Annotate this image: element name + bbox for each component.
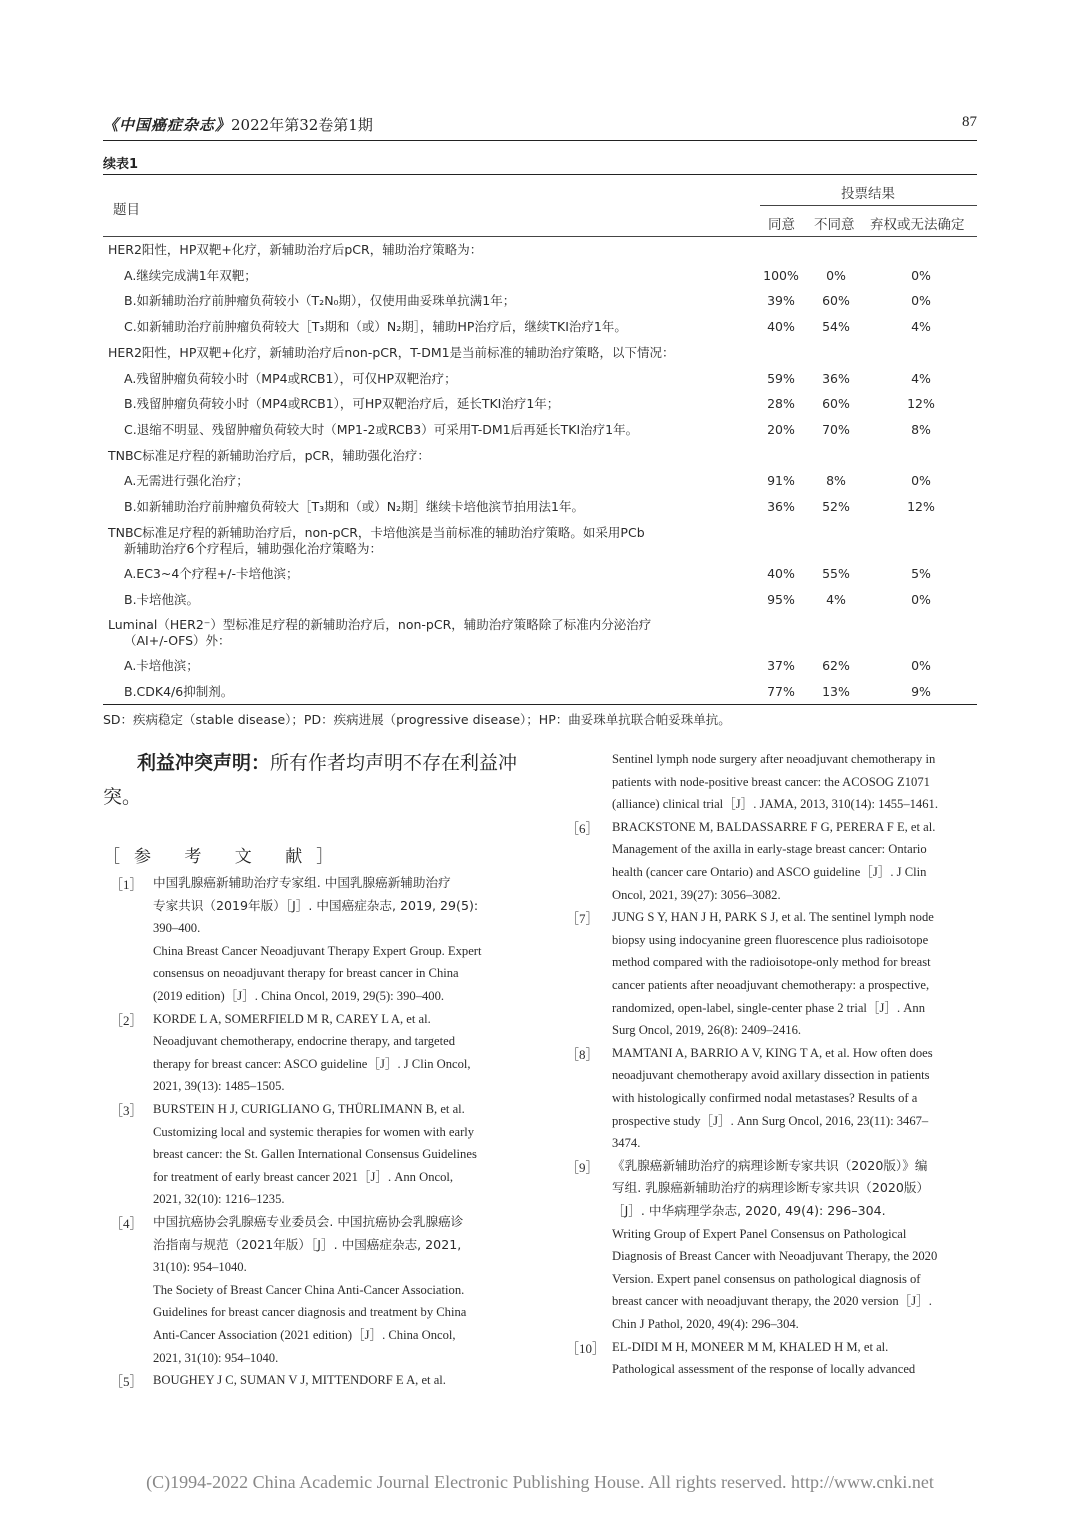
reference-line: 专家共识（2019年版）［J］. 中国癌症杂志, 2019, 29(5): [153, 897, 479, 913]
abstain-value: 0% [911, 592, 931, 607]
question-text: Luminal（HER2⁻）型标准足疗程的新辅助治疗后，non-pCR，辅助治疗策略除了标准内分泌治疗 [108, 617, 652, 632]
agree-value: 77% [767, 684, 795, 699]
reference-line: Diagnosis of Breast Cancer with Neoadjuvant Therapy, the 2020 [612, 1249, 938, 1264]
table-row-question [0, 242, 1080, 264]
option-text: A.EC3~4个疗程+/-卡培他滨； [124, 566, 299, 581]
reference-line: (2019 edition)［J］. China Oncol, 2019, 29(5): 390–400. [153, 988, 445, 1003]
table-row-option [0, 473, 1080, 495]
disagree-value: 0% [826, 268, 846, 283]
reference-entry [153, 1211, 533, 1369]
abstain-value: 0% [911, 473, 931, 488]
reference-line: Chin J Pathol, 2020, 49(4): 296–304. [612, 1316, 799, 1331]
option-text: A.卡培他滨； [124, 658, 199, 673]
abstain-value: 4% [911, 371, 931, 386]
option-text: A.无需进行强化治疗； [124, 473, 249, 488]
disagree-value: 4% [826, 592, 846, 607]
reference-line: Surg Oncol, 2019, 26(8): 2409–2416. [612, 1023, 802, 1038]
table-header-rule [103, 236, 977, 237]
question-text: TNBC标准足疗程的新辅助治疗后，pCR，辅助强化治疗： [108, 448, 430, 463]
question-text-continued: （AI+/-OFS）外： [124, 633, 231, 648]
agree-value: 91% [767, 473, 795, 488]
table-top-rule [103, 174, 977, 175]
column-header-disagree: 不同意 [814, 217, 855, 233]
reference-number: ［1］ [110, 877, 143, 892]
table-row-option [0, 268, 1080, 290]
table-bottom-rule [103, 704, 977, 705]
reference-line: EL-DIDI M H, MONEER M M, KHALED H M, et al. [612, 1339, 889, 1354]
reference-line: consensus on neoadjuvant therapy for breast cancer in China [153, 966, 459, 981]
reference-entry [153, 1008, 533, 1098]
question-text: HER2阳性，HP双靶+化疗，新辅助治疗后pCR，辅助治疗策略为： [108, 242, 483, 257]
reference-entry [612, 906, 992, 1042]
reference-entry [612, 1155, 992, 1336]
disagree-value: 55% [822, 566, 850, 581]
disagree-value: 36% [822, 371, 850, 386]
reference-line: Management of the axilla in early-stage breast cancer: Ontario [612, 842, 927, 857]
reference-entry [612, 1042, 992, 1155]
table-row-option [0, 499, 1080, 521]
reference-line: (alliance) clinical trial［J］. JAMA, 2013, 310(14): 1455–1461. [612, 797, 938, 812]
abstain-value: 8% [911, 422, 931, 437]
conflict-of-interest-statement [103, 746, 523, 814]
reference-entry [153, 1369, 533, 1392]
reference-line: BRACKSTONE M, BALDASSARRE F G, PERERA F E, et al. [612, 819, 936, 834]
reference-number: ［3］ [110, 1103, 143, 1118]
option-text: A.残留肿瘤负荷较小时（MP4或RCB1），可仅HP双靶治疗； [124, 371, 457, 386]
abstain-value: 0% [911, 268, 931, 283]
reference-line: 治指南与规范（2021年版）［J］. 中国癌症杂志, 2021, [153, 1236, 462, 1252]
agree-value: 40% [767, 319, 795, 334]
column-header-vote-results: 投票结果 [841, 186, 895, 202]
agree-value: 37% [767, 658, 795, 673]
option-text: B.CDK4/6抑制剂。 [124, 684, 234, 699]
agree-value: 39% [767, 293, 795, 308]
reference-line: 2021, 39(13): 1485–1505. [153, 1079, 285, 1094]
reference-entry [153, 1098, 533, 1211]
reference-line: 写组. 乳腺癌新辅助治疗的病理诊断专家共识（2020版） [612, 1180, 930, 1196]
agree-value: 100% [763, 268, 799, 283]
disagree-value: 62% [822, 658, 850, 673]
table-group-rule [760, 205, 977, 206]
reference-line: KORDE L A, SOMERFIELD M R, CAREY L A, et al. [153, 1011, 431, 1026]
reference-line: Customizing local and systemic therapies for women with early [153, 1124, 475, 1139]
disagree-value: 60% [822, 396, 850, 411]
reference-line: cancer patients after neoadjuvant chemotherapy: a prospective, [612, 977, 930, 992]
reference-line: Pathological assessment of the response of locally advanced [612, 1362, 916, 1377]
reference-line: therapy for breast cancer: ASCO guideline［J］. J Clin Oncol, [153, 1056, 471, 1071]
reference-line: BOUGHEY J C, SUMAN V J, MITTENDORF E A, et al. [153, 1373, 446, 1388]
references-heading: ［参 考 文 献］ [103, 847, 348, 867]
reference-line: biopsy using indocyanine green fluorescence plus radioisotope [612, 932, 929, 947]
disagree-value: 60% [822, 293, 850, 308]
reference-line: 2021, 32(10): 1216–1235. [153, 1192, 285, 1207]
agree-value: 59% [767, 371, 795, 386]
table-row-option [0, 658, 1080, 680]
reference-line: 《乳腺癌新辅助治疗的病理诊断专家共识（2020版）》编 [612, 1157, 928, 1173]
table-caption: 续表1 [103, 157, 139, 172]
abstain-value: 9% [911, 684, 931, 699]
agree-value: 40% [767, 566, 795, 581]
reference-line: Neoadjuvant chemotherapy, endocrine therapy, and targeted [153, 1034, 456, 1049]
table-footnote: SD：疾病稳定（stable disease）；PD：疾病进展（progressive disease）；HP：曲妥珠单抗联合帕妥珠单抗。 [103, 712, 731, 727]
abstain-value: 5% [911, 566, 931, 581]
reference-entry [612, 816, 992, 906]
reference-line: Anti-Cancer Association (2021 edition)［J］. China Oncol, [153, 1327, 456, 1342]
abstain-value: 12% [907, 396, 935, 411]
reference-line: China Breast Cancer Neoadjuvant Therapy Expert Group. Expert [153, 943, 482, 958]
page-number: 87 [962, 114, 977, 130]
table-row-question [0, 617, 1080, 648]
table-row-option [0, 371, 1080, 393]
reference-line: breast cancer with neoadjuvant therapy, the 2020 version［J］. [612, 1294, 932, 1309]
reference-number: ［10］ [566, 1340, 606, 1356]
column-header-topic: 题目 [113, 202, 140, 218]
abstain-value: 12% [907, 499, 935, 514]
reference-line: with histologically confirmed nodal metastases? Results of a [612, 1090, 918, 1105]
reference-line: 390–400. [153, 921, 201, 936]
running-header [103, 114, 977, 141]
reference-line: ［J］. 中华病理学杂志, 2020, 49(4): 296–304. [612, 1202, 886, 1218]
column-header-agree: 同意 [768, 217, 795, 233]
coi-label: 利益冲突声明： [137, 752, 271, 774]
reference-line: patients with node-positive breast cancer: the ACOSOG Z1071 [612, 774, 930, 789]
abstain-value: 4% [911, 319, 931, 334]
question-text: HER2阳性，HP双靶+化疗，新辅助治疗后non-pCR，T-DM1是当前标准的辅助治疗策略，以下情况： [108, 345, 675, 360]
table-row-option [0, 319, 1080, 341]
table-row-option [0, 566, 1080, 588]
reference-line: BURSTEIN H J, CURIGLIANO G, THÜRLIMANN B, et al. [153, 1102, 465, 1116]
coi-text: 所有作者均声明不存在利益冲突。 [103, 752, 518, 808]
option-text: C.退缩不明显、残留肿瘤负荷较大时（MP1-2或RCB3）可采用T-DM1后再延长TKI治疗1年。 [124, 422, 639, 437]
reference-line: MAMTANI A, BARRIO A V, KING T A, et al. How often does [612, 1045, 933, 1060]
copyright-footer: (C)1994-2022 China Academic Journal Electronic Publishing House. All rights reserved. http://www.cnki.net [146, 1472, 934, 1492]
reference-number: ［5］ [110, 1374, 143, 1390]
reference-line: The Society of Breast Cancer China Anti-Cancer Association. [153, 1282, 465, 1297]
reference-line: 2021, 31(10): 954–1040. [153, 1350, 279, 1365]
reference-number: ［4］ [110, 1216, 143, 1231]
reference-line: breast cancer: the St. Gallen International Consensus Guidelines [153, 1147, 477, 1162]
reference-line: 31(10): 954–1040. [153, 1260, 247, 1275]
reference-line: for treatment of early breast cancer 2021［J］. Ann Oncol, [153, 1169, 454, 1184]
table-row-question [0, 345, 1080, 367]
reference-line: 中国乳腺癌新辅助治疗专家组. 中国乳腺癌新辅助治疗 [153, 875, 451, 890]
agree-value: 28% [767, 396, 795, 411]
option-text: B.残留肿瘤负荷较小时（MP4或RCB1），可HP双靶治疗后，延长TKI治疗1年； [124, 396, 560, 411]
agree-value: 20% [767, 422, 795, 437]
reference-line: 3474. [612, 1136, 641, 1151]
reference-number: ［7］ [566, 911, 599, 927]
abstain-value: 0% [911, 293, 931, 308]
question-text: TNBC标准足疗程的新辅助治疗后，non-pCR，卡培他滨是当前标准的辅助治疗策略。如采用PCb [108, 525, 645, 540]
reference-number: ［8］ [566, 1046, 599, 1062]
table-row-option [0, 684, 1080, 706]
option-text: C.如新辅助治疗前肿瘤负荷较大［T₃期和（或）N₂期］，辅助HP治疗后，继续TKI治疗1年。 [124, 319, 627, 334]
column-header-abstain: 弃权或无法确定 [870, 217, 965, 233]
reference-line: randomized, open-label, single-center phase 2 trial［J］. Ann [612, 1000, 925, 1015]
disagree-value: 54% [822, 319, 850, 334]
reference-line: Guidelines for breast cancer diagnosis and treatment by China [153, 1305, 467, 1320]
reference-line: prospective study［J］. Ann Surg Oncol, 2016, 23(11): 3467– [612, 1113, 929, 1128]
reference-line: Sentinel lymph node surgery after neoadjuvant chemotherapy in [612, 752, 936, 766]
reference-line: health (cancer care Ontario) and ASCO guideline［J］. J Clin [612, 864, 927, 879]
question-text-continued: 新辅助治疗6个疗程后，辅助强化治疗策略为： [124, 541, 382, 556]
reference-number: ［6］ [566, 820, 599, 836]
option-text: A.继续完成满1年双靶； [124, 268, 257, 283]
table-row-option [0, 592, 1080, 614]
table-row-option [0, 396, 1080, 418]
reference-entry [612, 1336, 992, 1381]
reference-entry [612, 748, 992, 816]
reference-line: 中国抗癌协会乳腺癌专业委员会. 中国抗癌协会乳腺癌诊 [153, 1214, 464, 1229]
reference-line: method compared with the radioisotope-only method for breast [612, 955, 931, 970]
disagree-value: 13% [822, 684, 850, 699]
option-text: B.如新辅助治疗前肿瘤负荷较大［T₃期和（或）N₂期］继续卡培他滨节拍用法1年。 [124, 499, 585, 514]
table-row-question [0, 525, 1080, 556]
option-text: B.如新辅助治疗前肿瘤负荷较小（T₂N₀期），仅使用曲妥珠单抗满1年； [124, 293, 516, 308]
table-row-option [0, 293, 1080, 315]
table-row-option [0, 422, 1080, 444]
reference-number: ［2］ [110, 1012, 143, 1028]
reference-line: Version. Expert panel consensus on pathological diagnosis of [612, 1271, 921, 1286]
journal-name: 《中国癌症杂志》 [103, 116, 232, 134]
disagree-value: 70% [822, 422, 850, 437]
disagree-value: 52% [822, 499, 850, 514]
reference-line: Writing Group of Expert Panel Consensus on Pathological [612, 1226, 907, 1241]
reference-number: ［9］ [566, 1159, 599, 1175]
journal-issue: 2022年第32卷第1期 [231, 116, 373, 134]
reference-entry [153, 872, 533, 1008]
option-text: B.卡培他滨。 [124, 592, 200, 607]
reference-line: Oncol, 2021, 39(27): 3056–3082. [612, 887, 781, 902]
agree-value: 36% [767, 499, 795, 514]
agree-value: 95% [767, 592, 795, 607]
journal-title [103, 114, 373, 135]
disagree-value: 8% [826, 473, 846, 488]
table-row-question [0, 448, 1080, 470]
reference-line: neoadjuvant chemotherapy avoid axillary dissection in patients [612, 1068, 930, 1083]
reference-line: JUNG S Y, HAN J H, PARK S J, et al. The sentinel lymph node [612, 910, 934, 925]
abstain-value: 0% [911, 658, 931, 673]
